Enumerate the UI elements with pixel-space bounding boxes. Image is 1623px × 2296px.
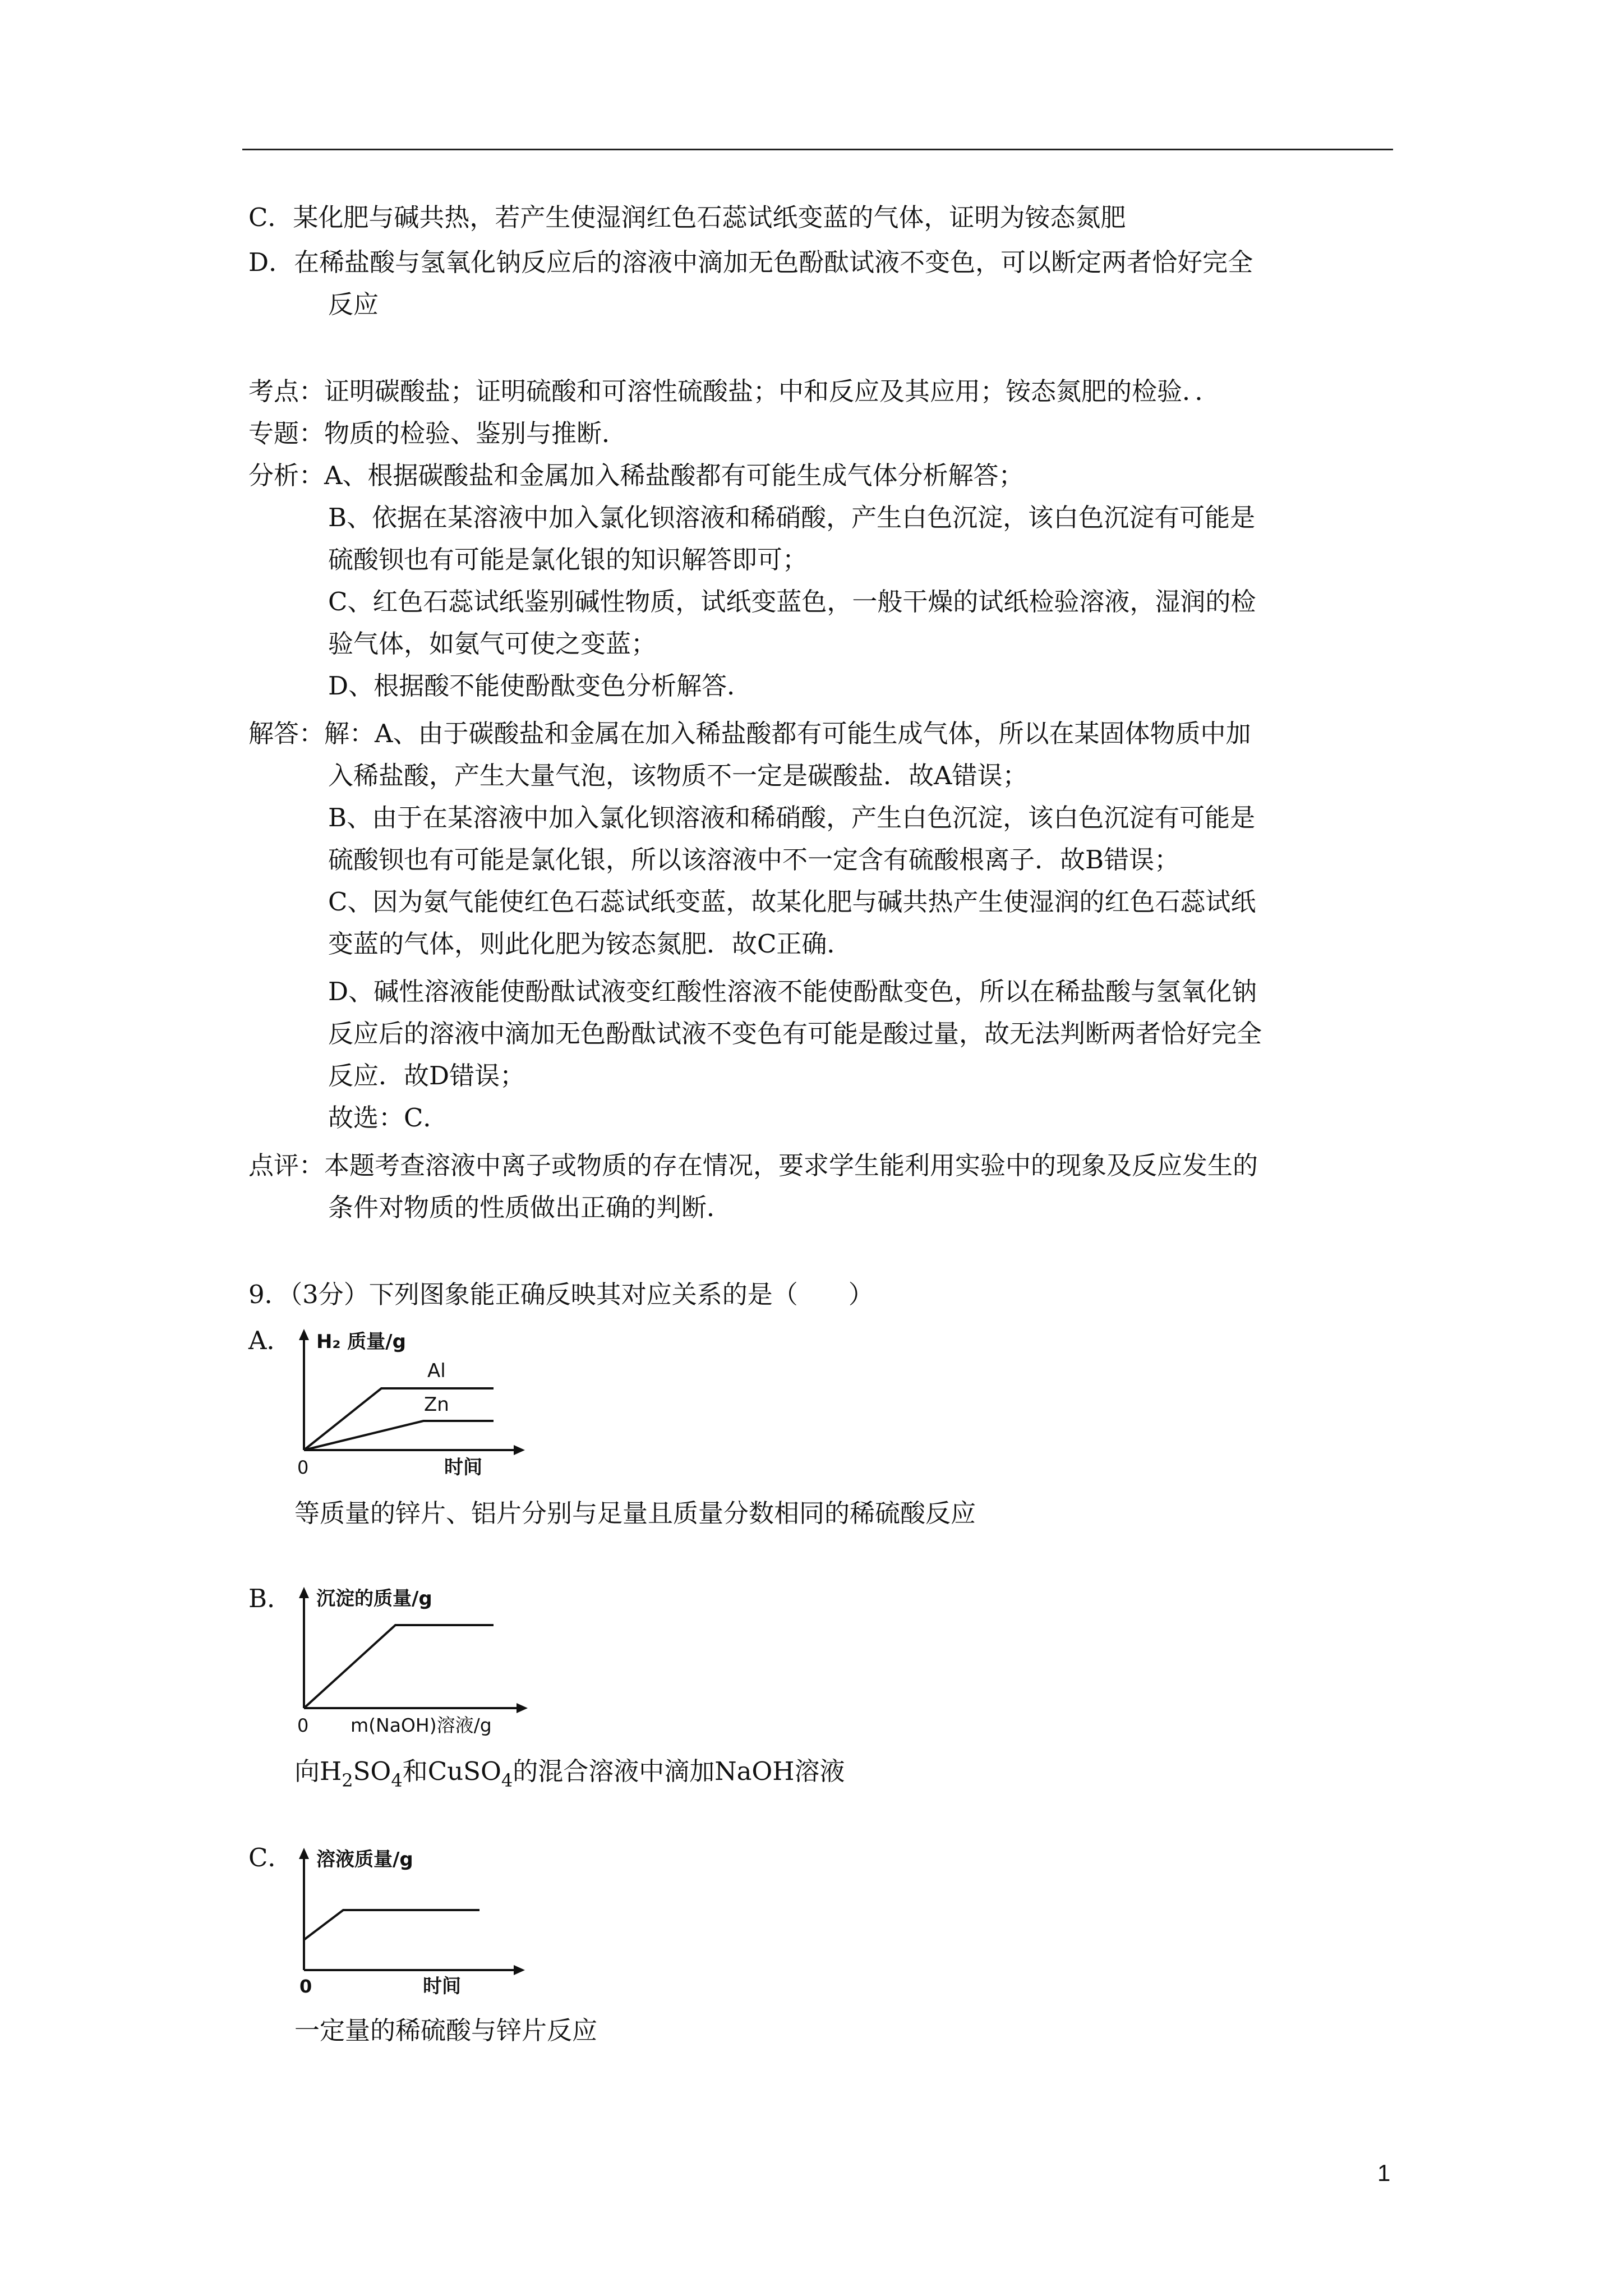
option-a-caption: 等质量的锌片、铝片分别与足量且质量分数相同的稀硫酸反应 — [294, 1498, 976, 1528]
option-b-caption-subscript-1: 2 — [342, 1770, 353, 1791]
option-b-caption-subscript-2: 4 — [391, 1770, 403, 1791]
option-a-y-label: H₂ 质量/g — [316, 1331, 406, 1353]
zhuanti-line: 专题：物质的检验、鉴别与推断． — [248, 418, 628, 448]
question-9-stem: 9．（3分）下列图象能正确反映其对应关系的是（ ） — [248, 1280, 874, 1309]
option-c-text: C．某化肥与碱共热，若产生使湿润红色石蕊试纸变蓝的气体，证明为铵态氮肥 — [248, 203, 1126, 232]
option-c-graph — [292, 1846, 538, 1997]
option-a-series-al: Al — [427, 1360, 446, 1382]
jieda-line-8: 反应后的溶液中滴加无色酚酞试液不变色有可能是酸过量，故无法判断两者恰好完全 — [328, 1019, 1262, 1048]
fenxi-line-3: 硫酸钡也有可能是氯化银的知识解答即可； — [328, 545, 808, 574]
option-b-graph — [292, 1585, 572, 1736]
option-b-caption-part-2: SO — [353, 1756, 391, 1786]
jieda-line-9: 反应．故D错误； — [328, 1061, 525, 1091]
fenxi-line-6: D、根据酸不能使酚酞变色分析解答． — [328, 671, 753, 701]
jieda-line-1: 解答：解：A、由于碳酸盐和金属在加入稀盐酸都有可能生成气体，所以在某固体物质中加 — [248, 719, 1251, 748]
fenxi-line-4: C、红色石蕊试纸鉴别碱性物质，试纸变蓝色，一般干燥的试纸检验溶液，湿润的检 — [328, 587, 1256, 616]
option-c-y-label: 溶液质量/g — [316, 1848, 413, 1871]
page-number: 1 — [1377, 2160, 1391, 2186]
jieda-line-6: 变蓝的气体，则此化肥为铵态氮肥．故C正确． — [328, 929, 852, 959]
option-a-x-label: 时间 — [444, 1456, 482, 1479]
option-a-graph — [292, 1327, 538, 1478]
jieda-line-4: 硫酸钡也有可能是氯化银，所以该溶液中不一定含有硫酸根离子．故B错误； — [328, 845, 1180, 875]
jieda-line-5: C、因为氨气能使红色石蕊试纸变蓝，故某化肥与碱共热产生使湿润的红色石蕊试纸 — [328, 887, 1256, 917]
option-d-text-line1: D．在稀盐酸与氢氧化钠反应后的溶液中滴加无色酚酞试液不变色，可以断定两者恰好完全 — [248, 247, 1253, 277]
option-b-caption-subscript-3: 4 — [501, 1770, 513, 1791]
jieda-line-7: D、碱性溶液能使酚酞试液变红酸性溶液不能使酚酞变色，所以在稀盐酸与氢氧化钠 — [328, 977, 1257, 1006]
option-a-letter: A． — [248, 1326, 292, 1355]
kaodian-line: 考点：证明碳酸盐；证明硫酸和可溶性硫酸盐；中和反应及其应用；铵态氮肥的检验．． — [248, 376, 1220, 406]
header-rule — [242, 149, 1393, 150]
option-c-origin: 0 — [299, 1976, 312, 1997]
dianping-line-2: 条件对物质的性质做出正确的判断． — [328, 1193, 732, 1222]
option-a-series-zn: Zn — [424, 1393, 449, 1416]
option-b-caption-part-1: 向H — [294, 1756, 342, 1786]
option-b-letter: B． — [248, 1584, 293, 1613]
jieda-line-3: B、由于在某溶液中加入氯化钡溶液和稀硝酸，产生白色沉淀，该白色沉淀有可能是 — [328, 803, 1256, 832]
option-c-x-label: 时间 — [423, 1975, 461, 1998]
fenxi-line-2: B、依据在某溶液中加入氯化钡溶液和稀硝酸，产生白色沉淀，该白色沉淀有可能是 — [328, 503, 1256, 532]
option-b-x-label: m(NaOH)溶液/g — [351, 1714, 492, 1736]
option-d-text-line2: 反应 — [328, 289, 379, 319]
option-b-caption-part-4: 的混合溶液中滴加NaOH溶液 — [513, 1756, 845, 1786]
option-b-caption — [294, 1755, 845, 1791]
option-c-caption: 一定量的稀硫酸与锌片反应 — [294, 2016, 598, 2045]
option-b-caption-part-3: 和CuSO — [402, 1756, 501, 1786]
fenxi-line-5: 验气体，如氨气可使之变蓝； — [328, 629, 657, 659]
option-b-y-label: 沉淀的质量/g — [316, 1588, 432, 1610]
option-b-origin: 0 — [297, 1715, 309, 1736]
dianping-line-1: 点评：本题考查溶液中离子或物质的存在情况，要求学生能利用实验中的现象及反应发生的 — [248, 1151, 1258, 1180]
option-a-origin: 0 — [297, 1457, 309, 1478]
jieda-line-10: 故选：C． — [328, 1103, 449, 1133]
jieda-line-2: 入稀盐酸，产生大量气泡，该物质不一定是碳酸盐．故A错误； — [328, 761, 1028, 790]
fenxi-line-1: 分析：A、根据碳酸盐和金属加入稀盐酸都有可能生成气体分析解答； — [248, 461, 1024, 490]
option-c-letter: C． — [248, 1843, 293, 1872]
